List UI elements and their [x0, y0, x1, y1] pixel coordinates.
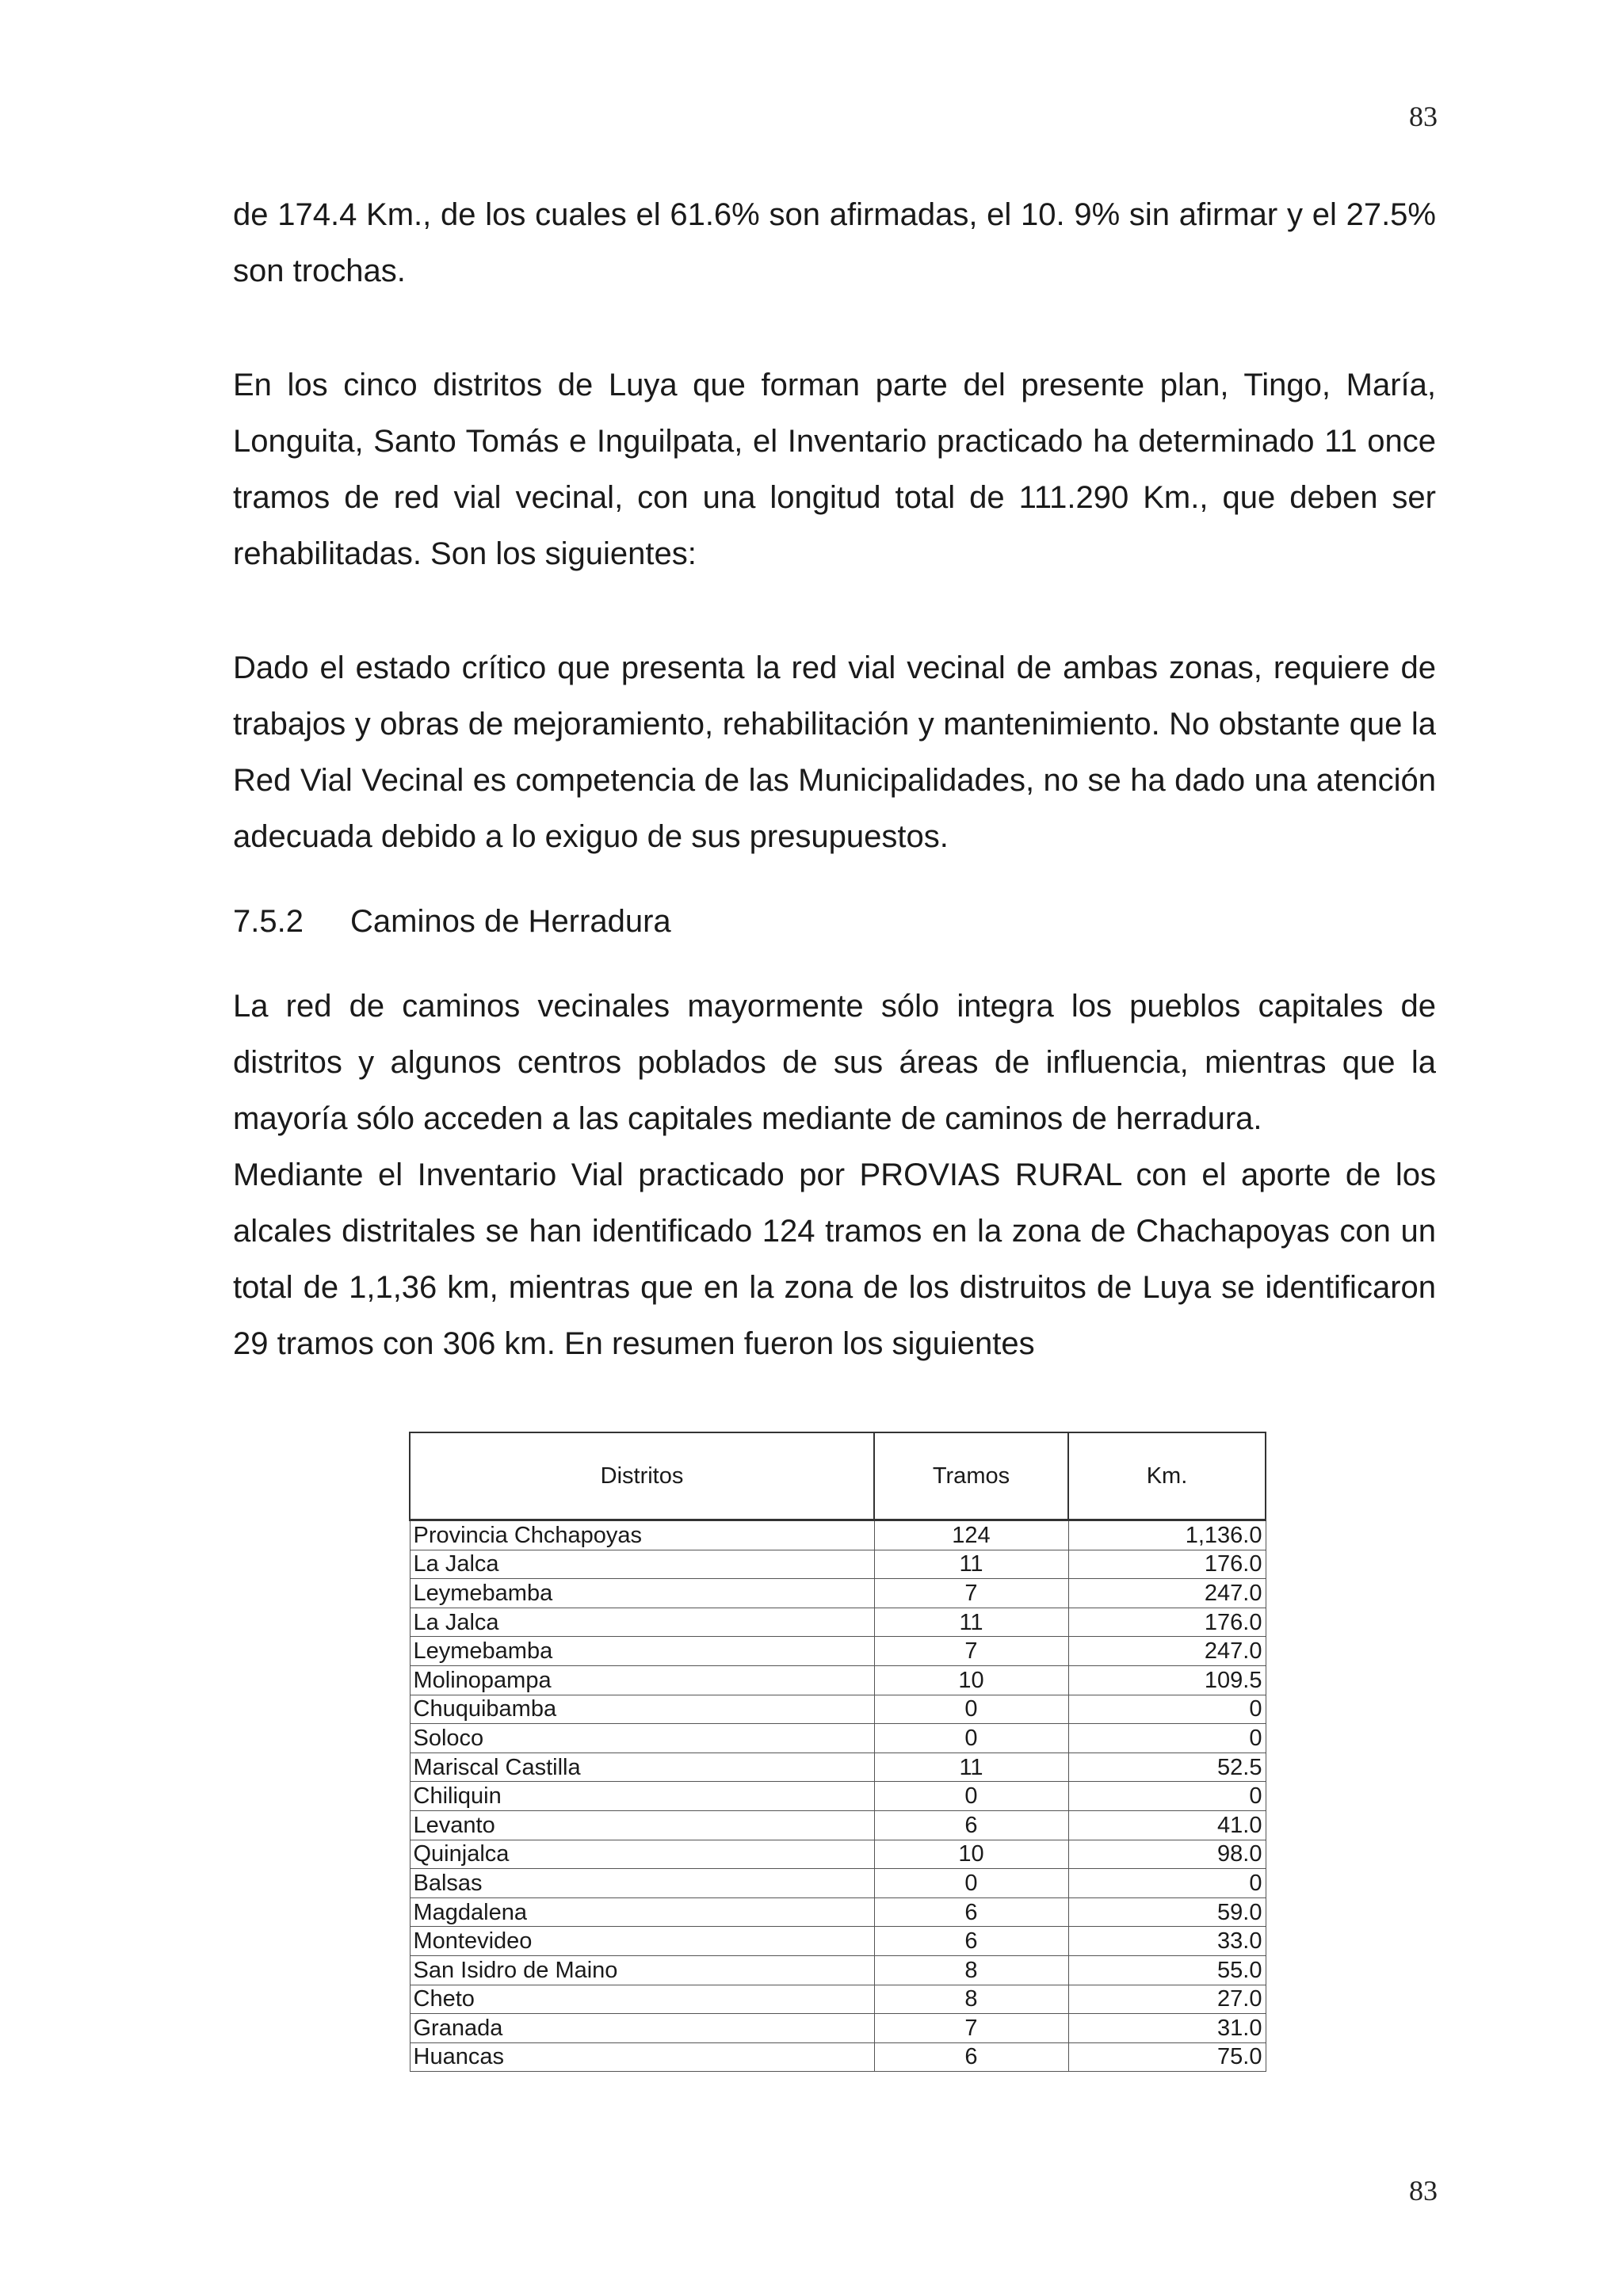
page-number-top: 83 — [1409, 101, 1438, 132]
table-row — [410, 1897, 1266, 1927]
document-body — [233, 187, 1436, 1372]
table-row — [410, 1608, 1266, 1637]
km-cell: 41.0 — [1068, 1810, 1266, 1840]
tramos-cell: 8 — [874, 1985, 1068, 2014]
tramos-cell: 0 — [874, 1869, 1068, 1898]
district-name-cell: Granada — [410, 2014, 874, 2043]
tramos-cell: 6 — [874, 1810, 1068, 1840]
km-cell: 0 — [1068, 1869, 1266, 1898]
header-distritos: Distritos — [410, 1432, 874, 1520]
district-name-cell: Leymebamba — [410, 1579, 874, 1608]
district-name-cell: La Jalca — [410, 1550, 874, 1579]
district-name-cell: Magdalena — [410, 1897, 874, 1927]
district-name-cell: Soloco — [410, 1724, 874, 1753]
tramos-cell: 7 — [874, 2014, 1068, 2043]
districts-table — [409, 1432, 1266, 2072]
paragraph-road-network: La red de caminos vecinales mayormente sólo integra los pueblos capitales de distritos y algunos centros poblados de sus áreas de influencia, mientras que la mayoría sólo acceden a las capitales mediante de caminos de herradura. — [233, 989, 1436, 1136]
section-heading — [233, 894, 1436, 950]
paragraph-road-summary: de 174.4 Km., de los cuales el 61.6% son afirmadas, el 10. 9% sin afirmar y el 27.5% son trochas. — [233, 197, 1436, 288]
km-cell: 0 — [1068, 1782, 1266, 1811]
km-cell: 0 — [1068, 1724, 1266, 1753]
header-tramos: Tramos — [874, 1432, 1068, 1520]
km-cell: 176.0 — [1068, 1608, 1266, 1637]
tramos-cell: 6 — [874, 1897, 1068, 1927]
tramos-cell: 0 — [874, 1695, 1068, 1724]
tramos-cell: 0 — [874, 1724, 1068, 1753]
district-name-cell: San Isidro de Maino — [410, 1955, 874, 1985]
table-row — [410, 1724, 1266, 1753]
km-cell: 109.5 — [1068, 1665, 1266, 1695]
district-name-cell: Huancas — [410, 2042, 874, 2072]
page-number-bottom: 83 — [1409, 2175, 1438, 2206]
tramos-cell: 11 — [874, 1550, 1068, 1579]
tramos-cell: 10 — [874, 1665, 1068, 1695]
table-row — [410, 1840, 1266, 1869]
table-row — [410, 1550, 1266, 1579]
district-name-cell: Montevideo — [410, 1927, 874, 1956]
tramos-cell: 6 — [874, 1927, 1068, 1956]
district-name-cell: Leymebamba — [410, 1637, 874, 1666]
km-cell: 27.0 — [1068, 1985, 1266, 2014]
district-name-cell: La Jalca — [410, 1608, 874, 1637]
district-name-cell: Chiliquin — [410, 1782, 874, 1811]
tramos-cell: 8 — [874, 1955, 1068, 1985]
district-name-cell: Cheto — [410, 1985, 874, 2014]
table-header-row — [410, 1432, 1266, 1520]
table-row — [410, 1753, 1266, 1782]
tramos-cell: 7 — [874, 1637, 1068, 1666]
table-row — [410, 2014, 1266, 2043]
district-name-cell: Balsas — [410, 1869, 874, 1898]
km-cell: 0 — [1068, 1695, 1266, 1724]
km-cell: 1,136.0 — [1068, 1520, 1266, 1550]
km-cell: 75.0 — [1068, 2042, 1266, 2072]
header-km: Km. — [1068, 1432, 1266, 1520]
tramos-cell: 11 — [874, 1753, 1068, 1782]
district-name-cell: Levanto — [410, 1810, 874, 1840]
section-title: Caminos de Herradura — [350, 904, 671, 939]
paragraph-luya-districts: En los cinco distritos de Luya que forman parte del presente plan, Tingo, María, Longuita, Santo Tomás e Inguilpata, el Inventario practicado ha determinado 11 once tramos de red vial vecinal, con una longitud total de 111.290 Km., que deben ser rehabilitadas. Son los siguientes: — [233, 368, 1436, 571]
table-row — [410, 1782, 1266, 1811]
km-cell: 31.0 — [1068, 2014, 1266, 2043]
km-cell: 247.0 — [1068, 1579, 1266, 1608]
tramos-cell: 7 — [874, 1579, 1068, 1608]
section-number: 7.5.2 — [233, 904, 304, 939]
tramos-cell: 10 — [874, 1840, 1068, 1869]
table-row — [410, 1665, 1266, 1695]
table-row — [410, 1520, 1266, 1550]
table-row — [410, 1955, 1266, 1985]
district-name-cell: Provincia Chchapoyas — [410, 1520, 874, 1550]
table-row — [410, 1579, 1266, 1608]
tramos-cell: 6 — [874, 2042, 1068, 2072]
district-name-cell: Quinjalca — [410, 1840, 874, 1869]
table-row — [410, 1695, 1266, 1724]
table-row — [410, 1869, 1266, 1898]
table-row — [410, 1927, 1266, 1956]
tramos-cell: 11 — [874, 1608, 1068, 1637]
km-cell: 98.0 — [1068, 1840, 1266, 1869]
km-cell: 55.0 — [1068, 1955, 1266, 1985]
km-cell: 33.0 — [1068, 1927, 1266, 1956]
table-row — [410, 2042, 1266, 2072]
km-cell: 176.0 — [1068, 1550, 1266, 1579]
table-row — [410, 1637, 1266, 1666]
table-row — [410, 1810, 1266, 1840]
km-cell: 52.5 — [1068, 1753, 1266, 1782]
district-name-cell: Chuquibamba — [410, 1695, 874, 1724]
km-cell: 247.0 — [1068, 1637, 1266, 1666]
paragraph-critical-state: Dado el estado crítico que presenta la red vial vecinal de ambas zonas, requiere de trabajos y obras de mejoramiento, rehabilitación y mantenimiento. No obstante que la Red Vial Vecinal es competencia de las Municipalidades, no se ha dado una atención adecuada debido a lo exiguo de sus presupuestos. — [233, 650, 1436, 854]
paragraph-inventory: Mediante el Inventario Vial practicado por PROVIAS RURAL con el aporte de los alcales distritales se han identificado 124 tramos en la zona de Chachapoyas con un total de 1,1,36 km, mientras que en la zona de los distruitos de Luya se identificaron 29 tramos con 306 km. En resumen fueron los siguientes — [233, 1158, 1436, 1361]
district-name-cell: Molinopampa — [410, 1665, 874, 1695]
km-cell: 59.0 — [1068, 1897, 1266, 1927]
tramos-cell: 0 — [874, 1782, 1068, 1811]
district-name-cell: Mariscal Castilla — [410, 1753, 874, 1782]
tramos-cell: 124 — [874, 1520, 1068, 1550]
table-row — [410, 1985, 1266, 2014]
